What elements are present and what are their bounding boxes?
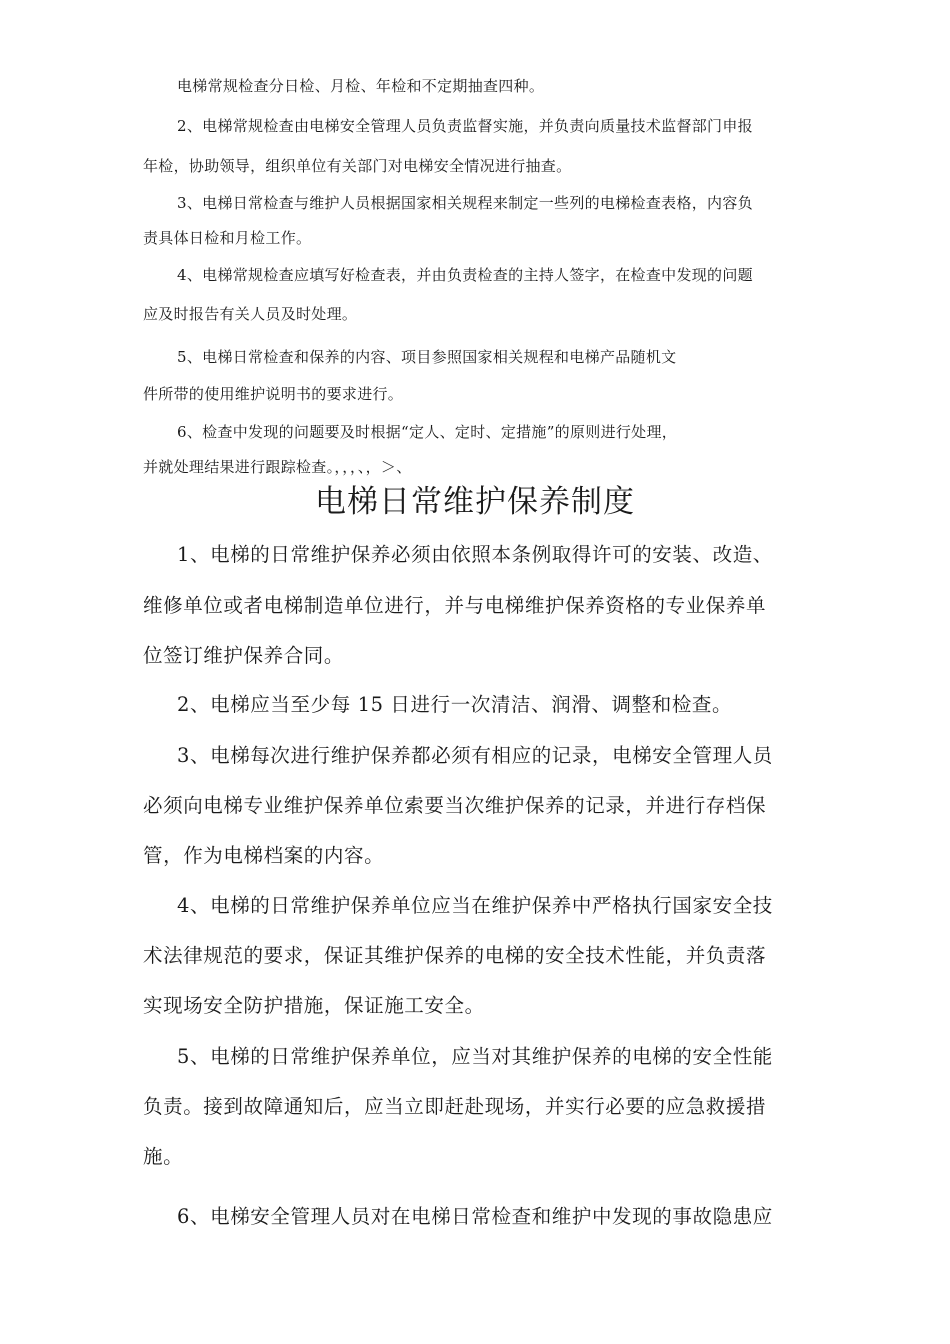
upper-line-5: 责具体日检和月检工作。 bbox=[143, 229, 312, 247]
upper-line-3: 年检，协助领导，组织单位有关部门对电梯安全情况进行抽查。 bbox=[143, 157, 572, 175]
upper-line-4: 3、电梯日常检查与维护人员根据国家相关规程来制定一些列的电梯检查表格，内容负 bbox=[177, 194, 753, 212]
main-line-11: 5、电梯的日常维护保养单位，应当对其维护保养的电梯的安全性能 bbox=[177, 1045, 773, 1068]
upper-line-1: 电梯常规检查分日检、月检、年检和不定期抽查四种。 bbox=[177, 77, 545, 95]
upper-line-8: 5、电梯日常检查和保养的内容、项目参照国家相关规程和电梯产品随机文 bbox=[177, 348, 677, 366]
main-line-3: 位签订维护保养合同。 bbox=[143, 644, 345, 667]
main-line-2: 维修单位或者电梯制造单位进行，并与电梯维护保养资格的专业保养单 bbox=[143, 594, 767, 617]
main-line-14: 6、电梯安全管理人员对在电梯日常检查和维护中发现的事故隐患应 bbox=[177, 1205, 773, 1228]
document-title: 电梯日常维护保养制度 bbox=[315, 484, 635, 520]
main-line-10: 实现场安全防护措施，保证施工安全。 bbox=[143, 994, 485, 1017]
main-line-4: 2、电梯应当至少每 15 日进行一次清洁、润滑、调整和检查。 bbox=[177, 693, 733, 716]
upper-line-11: 并就处理结果进行跟踪检查。，，，、，＞、 bbox=[143, 458, 412, 476]
main-line-13: 施。 bbox=[143, 1145, 184, 1168]
main-line-9: 术法律规范的要求，保证其维护保养的电梯的安全技术性能，并负责落 bbox=[143, 944, 767, 967]
main-line-5: 3、电梯每次进行维护保养都必须有相应的记录，电梯安全管理人员 bbox=[177, 744, 773, 767]
main-line-6: 必须向电梯专业维护保养单位索要当次维护保养的记录，并进行存档保 bbox=[143, 794, 767, 817]
upper-line-6: 4、电梯常规检查应填写好检查表，并由负责检查的主持人签字，在检查中发现的问题 bbox=[177, 266, 753, 284]
main-line-1: 1、电梯的日常维护保养必须由依照本条例取得许可的安装、改造、 bbox=[177, 543, 773, 566]
upper-line-2: 2、电梯常规检查由电梯安全管理人员负责监督实施，并负责向质量技术监督部门申报 bbox=[177, 117, 753, 135]
main-line-7: 管，作为电梯档案的内容。 bbox=[143, 844, 385, 867]
upper-line-7: 应及时报告有关人员及时处理。 bbox=[143, 305, 358, 323]
main-line-12: 负责。接到故障通知后，应当立即赶赴现场，并实行必要的应急救援措 bbox=[143, 1095, 767, 1118]
upper-line-10: 6、检查中发现的问题要及时根据“定人、定时、定措施”的原则进行处理， bbox=[177, 423, 678, 441]
upper-line-9: 件所带的使用维护说明书的要求进行。 bbox=[143, 385, 404, 403]
main-line-8: 4、电梯的日常维护保养单位应当在维护保养中严格执行国家安全技 bbox=[177, 894, 773, 917]
